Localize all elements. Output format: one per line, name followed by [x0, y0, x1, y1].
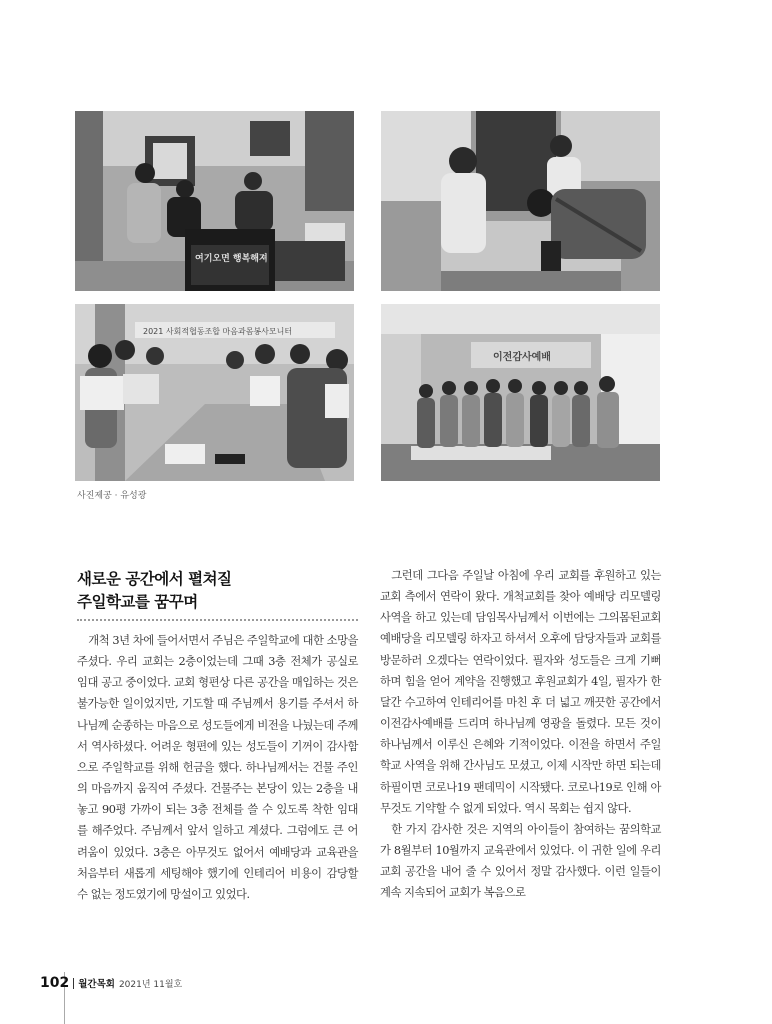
meeting-photo [75, 304, 354, 481]
photo-credit: 사진제공 · 유성광 [77, 491, 147, 501]
issue-date: 2021년 11월호 [118, 979, 183, 990]
p4-banner-text: 이전감사예배 [493, 352, 551, 363]
p1-banner-text: 여기오면 행복해져 [195, 254, 268, 264]
article-headline [77, 568, 367, 614]
article-paragraph: 개척 3년 차에 들어서면서 주님은 주일학교에 대한 소망을 주셨다. 우리 교회는 2층이었는데 그때 3층 전체가 공실로 임대 공고 중이었다. 교회 형편상 다른 공간을 매입하는 것은 불가능한 일이었지만, 기도할 때 주님께서 용기를 주셔서 하나님께 순종하는 마음으로 성도들에게 비전을 나눴는데 주께서 역사하셨다. 어려운 형편에 있는 성도들이 기꺼이 감사함으로 주일학교를 위해 헌금을 했다. 하나님께서는 건물 주인의 마음까지 움직여 주셨다. 건물주는 본당이 있는 2층을 내놓고 90평 가까이 되는 3층 전체를 쓸 수 있도록 착한 임대를 해주었다. 주님께서 앞서 일하고 계셨다. 그럼에도 큰 어려움이 있었다. 3층은 아무것도 없어서 예배당과 교육관을 처음부터 새롭게 세팅해야 했기에 인테리어 비용이 감당할 수 없는 정도였기에 망설이고 있었다. [77, 634, 358, 901]
headline-line-2: 주일학교를 꿈꾸며 [77, 593, 198, 611]
article-paragraph: 그런데 그다음 주일날 아침에 우리 교회를 후원하고 있는 교회 측에서 연락이 왔다. 개척교회를 찾아 예배당 리모델링 사역을 하고 있는데 담임목사님께서 이번에는 그의몸된교회 예배당을 리모델링 하자고 하셔서 오후에 담당자들과 교회를 방문하러 오겠다는 연락이었다. 필자와 성도들은 크게 기뻐하며 힘을 얻어 계약을 진행했고 후원교회가 4일, 필자가 한 달간 수고하여 인테리어를 마친 후 더 넓고 깨끗한 공간에서 이전감사예배를 드리며 하나님께 영광을 돌렸다. 모든 것이 하나님께서 이루신 은혜와 기적이었다. 이전을 하면서 주일학교 사역을 위해 간사님도 모셨고, 이제 시작만 하면 되는데 하필이면 코로나19 팬데믹이 시작됐다. 코로나19로 인해 아무것도 기약할 수 없게 되었다. 역시 목회는 쉽지 않다. [380, 569, 661, 815]
magazine-name: 월간목회 [78, 979, 115, 990]
street-ministry-booth-photo [75, 111, 354, 291]
page-footer [40, 975, 182, 991]
headline-divider [77, 619, 358, 621]
headline-line-1: 새로운 공간에서 펼쳐질 [77, 570, 232, 588]
p3-banner-text: 2021 사회적협동조합 마음과몸봉사모니터 [143, 327, 293, 336]
article-left-column [77, 630, 358, 905]
page-number: 102 [40, 975, 70, 991]
article-paragraph: 한 가지 감사한 것은 지역의 아이들이 참여하는 꿈의학교가 8월부터 10월까지 교육관에서 있었다. 이 귀한 일에 우리 교회 공간을 내어 줄 수 있어서 정말 감사했다. 이런 일들이 계속 지속되어 교회가 복음으로 [380, 822, 661, 900]
footer-separator [73, 978, 74, 989]
article-right-column [380, 565, 661, 904]
thanksgiving-service-photo [381, 304, 660, 481]
workshop-photo [381, 111, 660, 291]
